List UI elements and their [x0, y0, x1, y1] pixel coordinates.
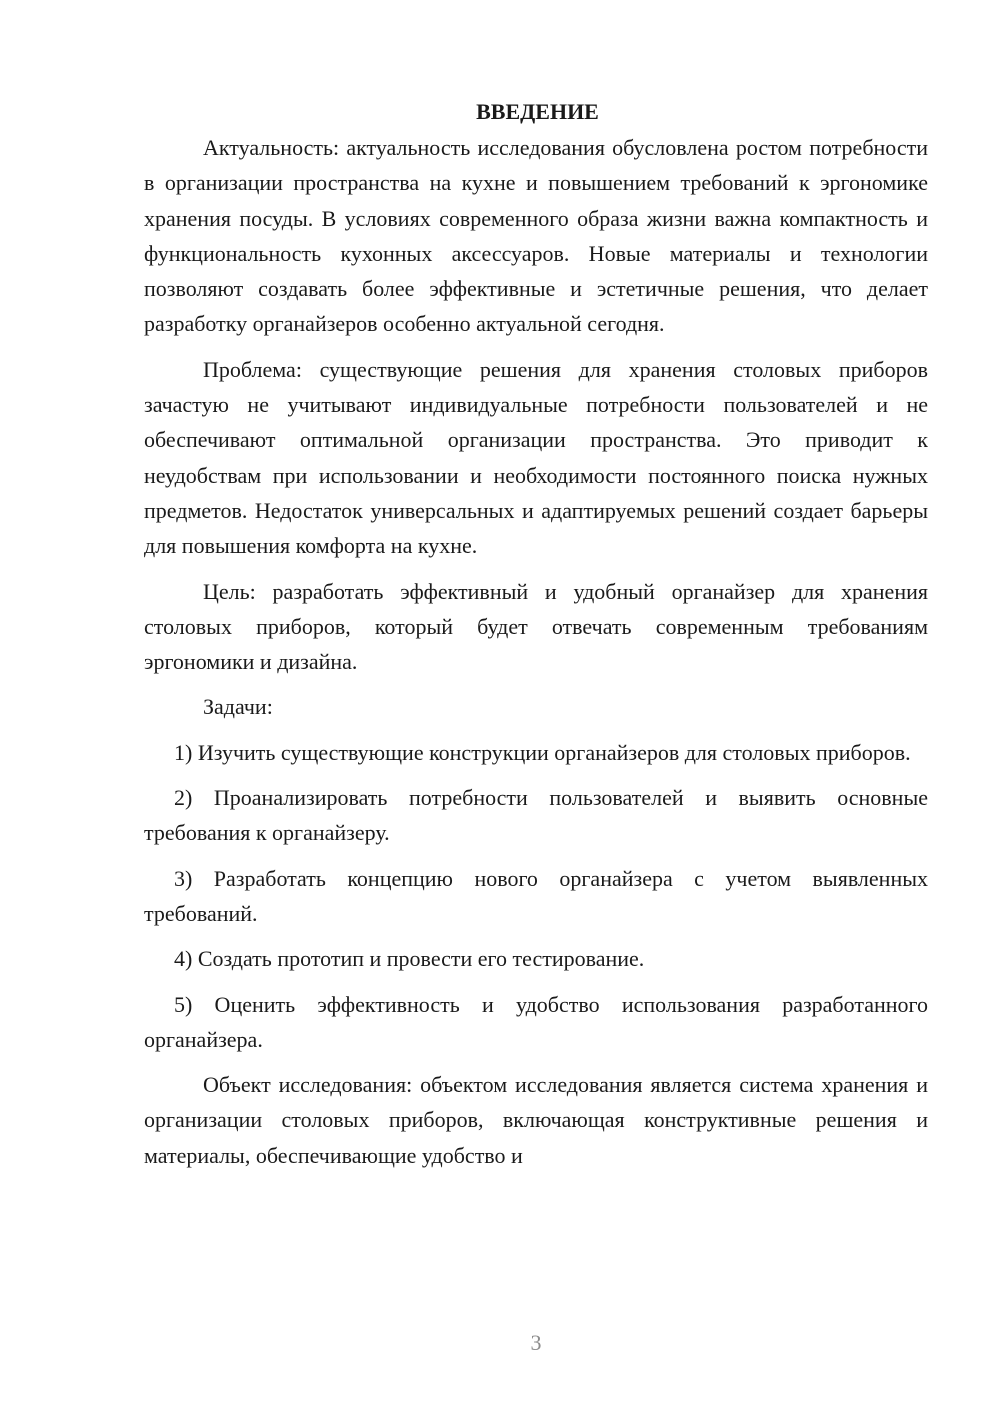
object-paragraph: Объект исследования: объектом исследования является система хранения и организации столовых приборов, включающая конструктивные решения и материалы, обеспечивающие удобство и — [144, 1072, 928, 1168]
page-content — [144, 94, 928, 1173]
task-item-4: 4) Создать прототип и провести его тестирование. — [174, 946, 645, 972]
task-item-5: 5) Оценить эффективность и удобство использования разработанного органайзера. — [144, 991, 928, 1052]
goal-paragraph: Цель: разработать эффективный и удобный органайзер для хранения столовых приборов, который будет отвечать современным требованиям эргономики и дизайна. — [144, 578, 928, 675]
section-heading: ВВЕДЕНИЕ — [476, 99, 599, 124]
tasks-label: Задачи: — [203, 694, 273, 720]
page-number: 3 — [530, 1330, 542, 1355]
problem-paragraph: Проблема: существующие решения для хранения столовых приборов зачастую не учитывают индивидуальные потребности пользователей и не обеспечивают оптимальной организации пространства. Это приводит к неудобствам при использовании и необходимости постоянного поиска нужных предметов. Недостаток универсальных и адаптируемых решений создает барьеры для повышения комфорта на кухне. — [144, 356, 928, 559]
task-item-3: 3) Разработать концепцию нового органайзера с учетом выявленных требований. — [144, 865, 928, 926]
task-item-1: 1) Изучить существующие конструкции органайзеров для столовых приборов. — [174, 739, 911, 765]
relevance-paragraph: Актуальность: актуальность исследования обусловлена ростом потребности в организации пространства на кухне и повышением требований к эргономике хранения посуды. В условиях современного образа жизни важна компактность и функциональность кухонных аксессуаров. Новые материалы и технологии позволяют создавать более эффективные и эстетичные решения, что делает разработку органайзеров особенно актуальной сегодня. — [144, 135, 928, 337]
task-item-2: 2) Проанализировать потребности пользователей и выявить основные требования к органайзеру. — [144, 785, 928, 846]
